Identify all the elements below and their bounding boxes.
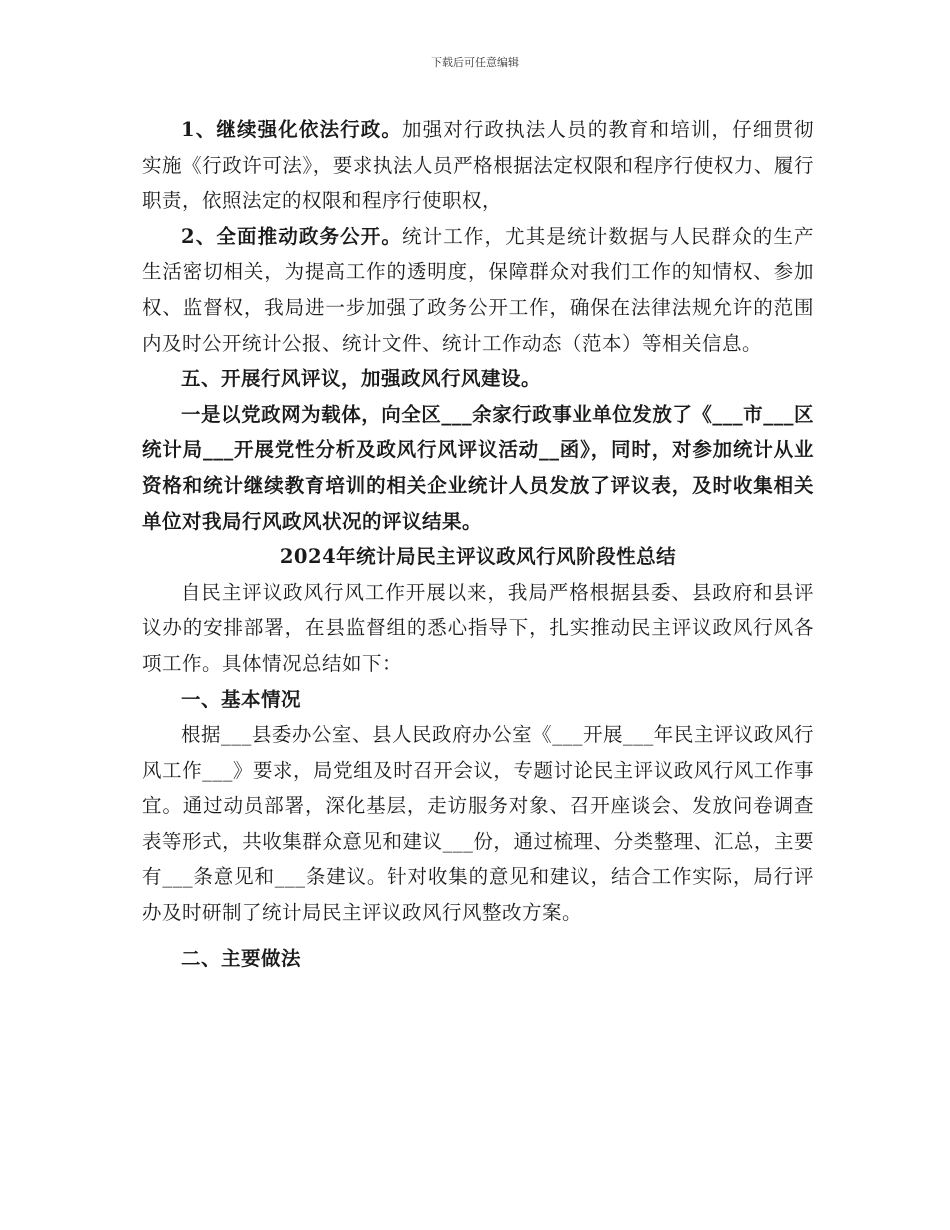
section-heading-basic: 一、基本情况	[181, 687, 302, 711]
paragraph-text: 统计工作，尤其是统计数据与人民群众的生产生活密切相关，为提高工作的透明度，保障群众对我们工作的知情权、参加权、监督权，我局进一步加强了政务公开工作，确保在法律法规允许的范围内及时公开统计公报、统计文件、统计工作动态（范本）等相关信息。	[142, 224, 814, 355]
paragraph-rule-of-law	[142, 112, 814, 219]
paragraph-text: 加强对行政执法人员的教育和培训，仔细贯彻实施《行政许可法》，要求执法人员严格根据法定权限和程序行使权力、履行职责，依照法定的权限和程序行使职权，	[142, 118, 814, 213]
paragraph-evaluation: 一是以党政网为载体，向全区___余家行政事业单位发放了《___市___区统计局___开展党性分析及政风行风评议活动__函》，同时，对参加统计从业资格和统计继续教育培训的相关企业统计人员发放了评议表，及时收集相关单位对我局行风政风状况的评议结果。	[142, 402, 814, 533]
page-header: 下载后可任意编辑	[431, 56, 519, 69]
paragraph-intro: 自民主评议政风行风工作开展以来，我局严格根据县委、县政府和县评议办的安排部署，在县监督组的悉心指导下，扎实推动民主评议政风行风各项工作。具体情况总结如下：	[142, 580, 814, 675]
document-body	[142, 112, 814, 976]
section-heading-practices: 二、主要做法	[181, 946, 302, 970]
section-heading-five: 五、开展行风评议，加强政风行风建设。	[181, 367, 542, 391]
paragraph-lead: 2、全面推动政务公开。	[181, 224, 403, 248]
paragraph-open-government	[142, 219, 814, 361]
paragraph-lead: 1、继续强化依法行政。	[181, 118, 403, 141]
paragraph-basic-situation: 根据___县委办公室、县人民政府办公室《___开展___年民主评议政风行风工作___》要求，局党组及时召开会议，专题讨论民主评议政风行风工作事宜。通过动员部署，深化基层，走访服务对象、召开座谈会、发放问卷调查表等形式，共收集群众意见和建议___份，通过梳理、分类整理、汇总，主要有___条意见和___条建议。针对收集的意见和建议，结合工作实际，局行评办及时研制了统计局民主评议政风行风整改方案。	[142, 723, 814, 925]
document-title: 2024年统计局民主评议政风行风阶段性总结	[279, 545, 677, 569]
